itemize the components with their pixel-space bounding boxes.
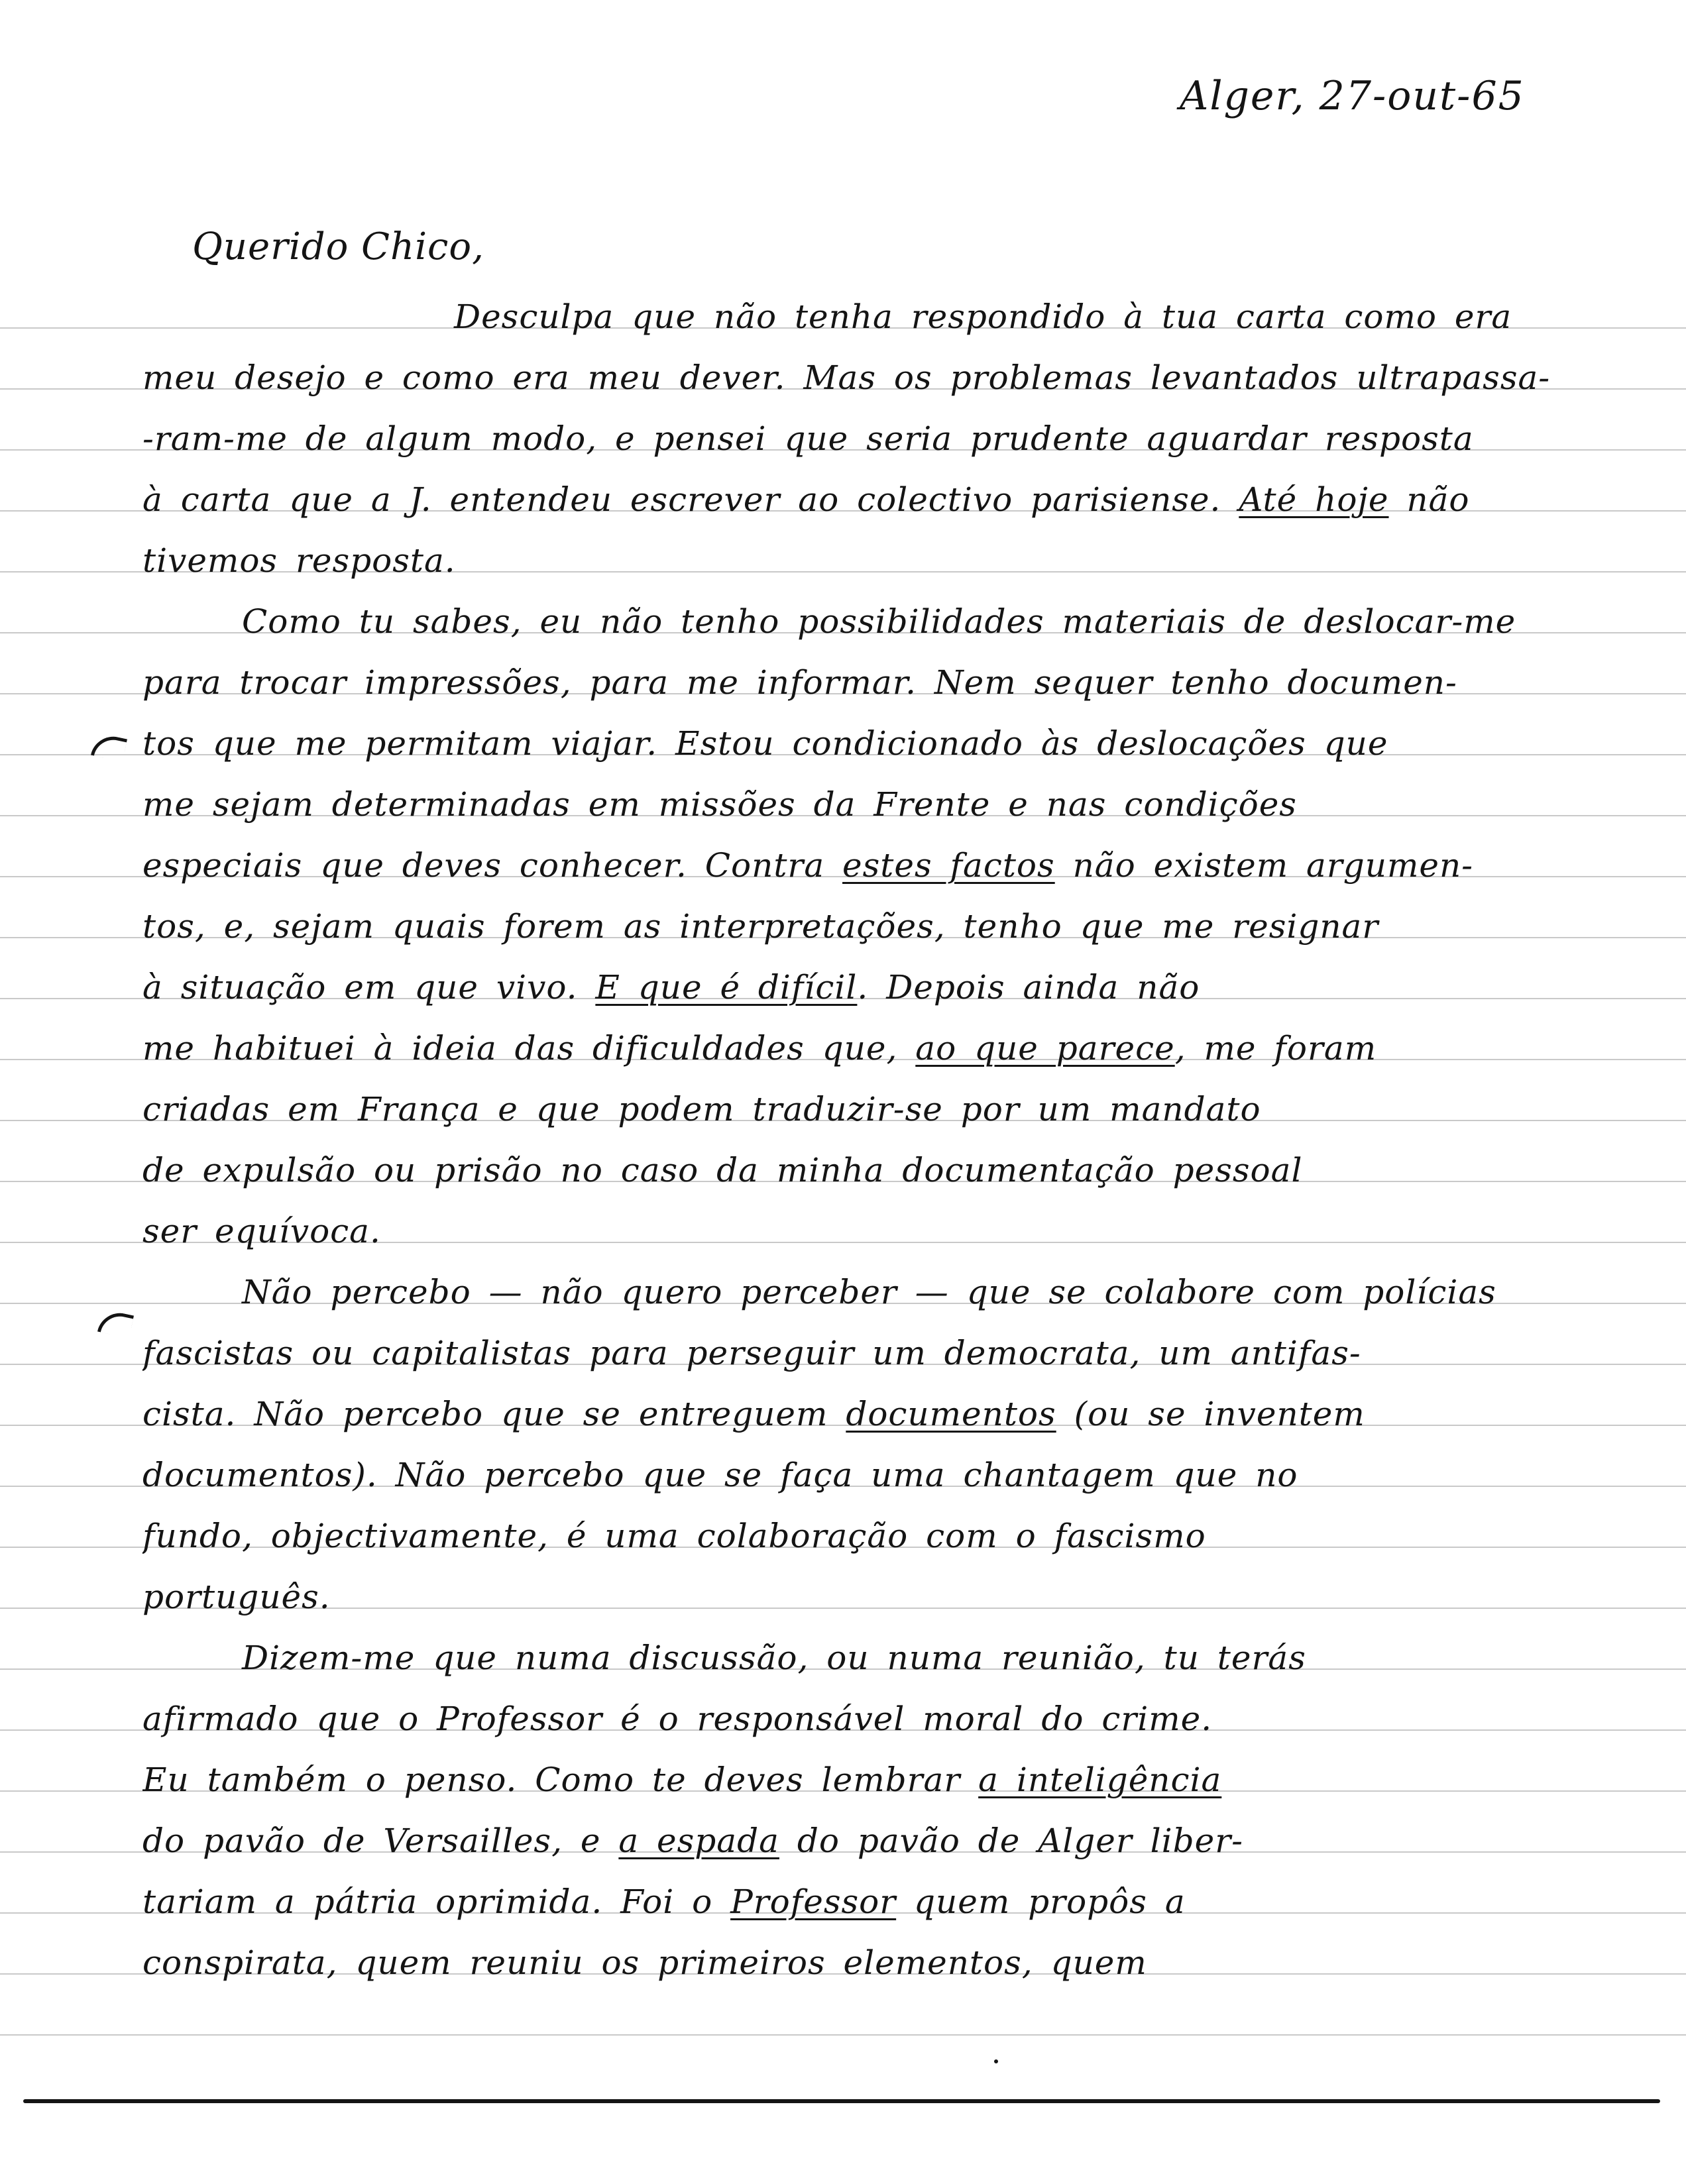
letter-line: especiais que deves conhecer. Contra estes factos não existem argumen- (142, 846, 1474, 885)
underlined-phrase: documentos (846, 1395, 1056, 1433)
letter-line: criadas em França e que podem traduzir-se por um mandato (142, 1090, 1261, 1128)
letter-line: tariam a pátria oprimida. Foi o Professor quem propôs a (142, 1883, 1186, 1921)
letter-line: Como tu sabes, eu não tenho possibilidades materiais de deslocar-me (242, 602, 1516, 641)
letter-line: para trocar impressões, para me informar. Nem sequer tenho documen- (142, 663, 1457, 702)
letter-line: à carta que a J. entendeu escrever ao colectivo parisiense. Até hoje não (142, 480, 1470, 519)
letter-line: ser equívoca. (142, 1212, 381, 1250)
page-bottom-rule (23, 2099, 1660, 2103)
letter-line: me sejam determinadas em missões da Frente e nas condições (142, 785, 1297, 824)
underlined-phrase: E que é difícil (595, 968, 858, 1007)
letter-line: conspirata, quem reuniu os primeiros elementos, quem (142, 1943, 1147, 1982)
letter-line: de expulsão ou prisão no caso da minha documentação pessoal (142, 1151, 1303, 1189)
underlined-phrase: Até hoje (1239, 480, 1389, 519)
letter-line: afirmado que o Professor é o responsável moral do crime. (142, 1700, 1213, 1738)
letter-line: português. (142, 1578, 331, 1616)
letter-line: do pavão de Versailles, e a espada do pavão de Alger liber- (142, 1822, 1244, 1860)
letter-line: tos, e, sejam quais forem as interpretações, tenho que me resignar (142, 907, 1379, 946)
letter-salutation: Querido Chico, (192, 225, 484, 268)
underlined-phrase: ao que parece (915, 1029, 1175, 1067)
underlined-phrase: a inteligência (978, 1761, 1222, 1799)
letter-line: tos que me permitam viajar. Estou condicionado às deslocações que (142, 724, 1388, 763)
letter-dateline: Alger, 27-out-65 (1180, 73, 1525, 119)
underlined-phrase: a espada (618, 1822, 779, 1860)
letter-line: Desculpa que não tenha respondido à tua carta como era (454, 298, 1512, 336)
letter-line: me habituei à ideia das dificuldades que, ao que parece, me foram (142, 1029, 1377, 1067)
letter-line: Dizem-me que numa discussão, ou numa reunião, tu terás (242, 1639, 1306, 1677)
letter-line: à situação em que vivo. E que é difícil. Depois ainda não (142, 968, 1200, 1007)
letter-line: documentos). Não percebo que se faça uma chantagem que no (142, 1456, 1298, 1494)
letter-line: -ram-me de algum modo, e pensei que seria prudente aguardar resposta (142, 419, 1474, 458)
letter-line: Não percebo — não quero perceber — que se colabore com polícias (242, 1273, 1496, 1311)
letter-line: tivemos resposta. (142, 541, 456, 580)
letter-body (142, 286, 1587, 1993)
letter-line: cista. Não percebo que se entreguem documentos (ou se inventem (142, 1395, 1365, 1433)
ink-dot (994, 2059, 998, 2063)
letter-line: fundo, objectivamente, é uma colaboração com o fascismo (142, 1517, 1206, 1555)
letter-line: fascistas ou capitalistas para perseguir um democrata, um antifas- (142, 1334, 1361, 1372)
underlined-phrase: estes factos (842, 846, 1055, 885)
underlined-phrase: Professor (730, 1883, 897, 1921)
page-footer-area (0, 2094, 1686, 2184)
letter-line: meu desejo e como era meu dever. Mas os problemas levantados ultrapassa- (142, 358, 1551, 397)
letter-line: Eu também o penso. Como te deves lembrar a inteligência (142, 1761, 1222, 1799)
